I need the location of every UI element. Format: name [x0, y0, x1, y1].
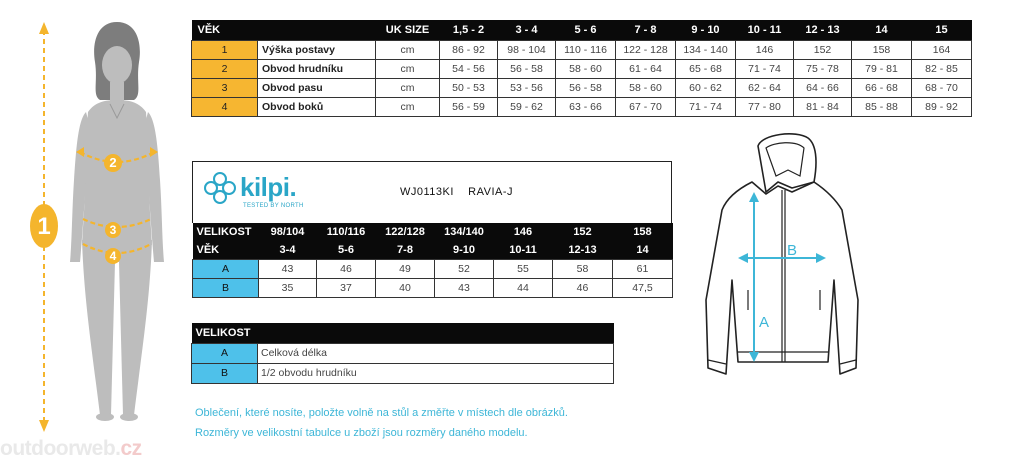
watermark-main: outdoorweb.	[0, 437, 121, 460]
jacket-illustration	[696, 130, 872, 382]
kilpi-size-header: 110/116	[317, 223, 376, 241]
uk-header-cell: 5 - 6	[556, 20, 616, 40]
uk-header-cell	[258, 20, 376, 40]
dimension-b-label: B	[787, 242, 798, 259]
uk-table-row	[192, 78, 972, 97]
kilpi-size-header: 158	[613, 223, 673, 241]
kilpi-cell: 61	[613, 259, 673, 278]
uk-header-cell: 1,5 - 2	[440, 20, 498, 40]
kilpi-cell: 52	[435, 259, 494, 278]
uk-cell: 85 - 88	[852, 97, 912, 116]
uk-cell: 82 - 85	[912, 59, 972, 78]
uk-header-row	[192, 20, 972, 40]
body-figure-illustration	[0, 0, 190, 464]
uk-cell: 59 - 62	[498, 97, 556, 116]
kilpi-size-header: 146	[494, 223, 553, 241]
uk-size-table	[191, 20, 972, 117]
kilpi-cell: 44	[494, 278, 553, 297]
uk-cell: 67 - 70	[616, 97, 676, 116]
uk-cell: 134 - 140	[676, 40, 736, 59]
kilpi-size-header: VELIKOST	[193, 223, 259, 241]
uk-cell: 62 - 64	[736, 78, 794, 97]
kilpi-cell: 43	[259, 259, 317, 278]
marker-2-label: 2	[109, 155, 117, 170]
uk-cell: 164	[912, 40, 972, 59]
uk-cell: cm	[376, 78, 440, 97]
uk-header-cell: 10 - 11	[736, 20, 794, 40]
dimension-a-label: A	[759, 314, 770, 331]
kilpi-age-header: 12-13	[553, 241, 613, 259]
uk-cell: 75 - 78	[794, 59, 852, 78]
uk-cell: 61 - 64	[616, 59, 676, 78]
uk-header-cell: 3 - 4	[498, 20, 556, 40]
legend-description: Celková délka	[258, 343, 614, 363]
kilpi-cell: 37	[317, 278, 376, 297]
uk-table-row	[192, 97, 972, 116]
kilpi-cell: 46	[553, 278, 613, 297]
brand-logo-text: kilpi.	[240, 172, 297, 202]
kilpi-cell: 47,5	[613, 278, 673, 297]
uk-cell: 50 - 53	[440, 78, 498, 97]
kilpi-age-header: 3-4	[259, 241, 317, 259]
kilpi-age-header: 5-6	[317, 241, 376, 259]
kilpi-size-table	[192, 223, 673, 298]
measurement-legend-table	[191, 323, 614, 384]
uk-table-row	[192, 59, 972, 78]
uk-cell: 60 - 62	[676, 78, 736, 97]
uk-cell: 110 - 116	[556, 40, 616, 59]
uk-cell: 89 - 92	[912, 97, 972, 116]
uk-cell: 71 - 74	[676, 97, 736, 116]
kilpi-row-key: B	[193, 278, 259, 297]
kilpi-age-header: 7-8	[376, 241, 435, 259]
uk-header-cell: 12 - 13	[794, 20, 852, 40]
uk-cell: 56 - 59	[440, 97, 498, 116]
uk-cell: cm	[376, 59, 440, 78]
uk-cell: 146	[736, 40, 794, 59]
marker-1-label: 1	[37, 213, 51, 240]
uk-cell: 65 - 68	[676, 59, 736, 78]
kilpi-age-header: 10-11	[494, 241, 553, 259]
legend-header: VELIKOST	[192, 323, 614, 343]
uk-cell: 68 - 70	[912, 78, 972, 97]
kilpi-age-header: VĚK	[193, 241, 259, 259]
legend-key: B	[192, 363, 258, 383]
uk-cell: 158	[852, 40, 912, 59]
legend-header-row	[192, 323, 614, 343]
legend-row	[192, 363, 614, 383]
uk-table-row	[192, 40, 972, 59]
kilpi-size-header: 134/140	[435, 223, 494, 241]
model-code: WJ0113KI RAVIA-J	[400, 186, 514, 198]
uk-cell: 56 - 58	[556, 78, 616, 97]
kilpi-cell: 55	[494, 259, 553, 278]
marker-4-label: 4	[109, 249, 117, 263]
brand-tagline: TESTED BY NORTH	[243, 203, 304, 209]
kilpi-size-header: 98/104	[259, 223, 317, 241]
legend-row	[192, 343, 614, 363]
uk-cell: 64 - 66	[794, 78, 852, 97]
kilpi-cell: 43	[435, 278, 494, 297]
uk-header-cell: 9 - 10	[676, 20, 736, 40]
uk-row-label: Obvod boků	[258, 97, 376, 116]
kilpi-age-header: 9-10	[435, 241, 494, 259]
kilpi-header-row-age	[193, 241, 673, 259]
uk-cell: 152	[794, 40, 852, 59]
uk-cell: 98 - 104	[498, 40, 556, 59]
kilpi-header-row-size	[193, 223, 673, 241]
uk-header-cell: VĚK	[192, 20, 258, 40]
uk-cell: 56 - 58	[498, 59, 556, 78]
kilpi-cell: 46	[317, 259, 376, 278]
watermark-logo	[0, 437, 142, 461]
uk-header-cell: 7 - 8	[616, 20, 676, 40]
uk-cell: 63 - 66	[556, 97, 616, 116]
uk-cell: 53 - 56	[498, 78, 556, 97]
uk-cell: 81 - 84	[794, 97, 852, 116]
uk-cell: 79 - 81	[852, 59, 912, 78]
uk-row-label: Výška postavy	[258, 40, 376, 59]
watermark-suffix: cz	[120, 437, 142, 460]
uk-row-number: 2	[192, 59, 258, 78]
uk-row-number: 3	[192, 78, 258, 97]
uk-cell: cm	[376, 97, 440, 116]
uk-cell: 58 - 60	[556, 59, 616, 78]
instruction-note-1: Oblečení, které nosíte, položte volně na stůl a změřte v místech dle obrázků.	[195, 407, 568, 419]
kilpi-table-row	[193, 259, 673, 278]
legend-description: 1/2 obvodu hrudníku	[258, 363, 614, 383]
kilpi-cell: 35	[259, 278, 317, 297]
kilpi-row-key: A	[193, 259, 259, 278]
uk-cell: 66 - 68	[852, 78, 912, 97]
uk-cell: cm	[376, 40, 440, 59]
uk-cell: 86 - 92	[440, 40, 498, 59]
uk-header-cell: 14	[852, 20, 912, 40]
kilpi-size-header: 122/128	[376, 223, 435, 241]
legend-key: A	[192, 343, 258, 363]
kilpi-cell: 49	[376, 259, 435, 278]
kilpi-knot-icon	[202, 170, 238, 206]
uk-cell: 54 - 56	[440, 59, 498, 78]
instruction-note-2: Rozměry ve velikostní tabulce u zboží jsou rozměry daného modelu.	[195, 427, 528, 439]
uk-cell: 71 - 74	[736, 59, 794, 78]
kilpi-table-row	[193, 278, 673, 297]
marker-3-label: 3	[109, 223, 117, 237]
kilpi-age-header: 14	[613, 241, 673, 259]
kilpi-cell: 40	[376, 278, 435, 297]
uk-row-number: 1	[192, 40, 258, 59]
uk-cell: 122 - 128	[616, 40, 676, 59]
uk-header-cell: 15	[912, 20, 972, 40]
uk-row-label: Obvod pasu	[258, 78, 376, 97]
kilpi-size-header: 152	[553, 223, 613, 241]
kilpi-cell: 58	[553, 259, 613, 278]
uk-cell: 77 - 80	[736, 97, 794, 116]
uk-row-label: Obvod hrudníku	[258, 59, 376, 78]
uk-row-number: 4	[192, 97, 258, 116]
uk-header-cell: UK SIZE	[376, 20, 440, 40]
uk-cell: 58 - 60	[616, 78, 676, 97]
